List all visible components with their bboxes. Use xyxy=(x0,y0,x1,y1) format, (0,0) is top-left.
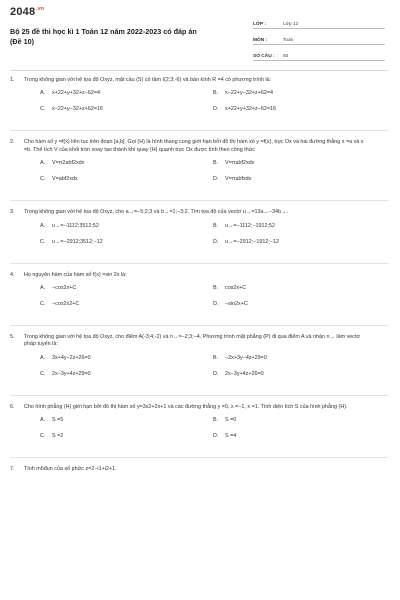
option-letter: B. xyxy=(213,417,219,424)
option-c[interactable] xyxy=(40,176,213,183)
option-letter: D. xyxy=(213,176,219,183)
option-letter: A. xyxy=(40,417,46,424)
meta-row-subject xyxy=(253,32,385,45)
option-c[interactable] xyxy=(40,371,213,378)
option-letter: A. xyxy=(40,90,46,97)
option-d[interactable] xyxy=(213,433,386,440)
option-a[interactable] xyxy=(40,223,213,230)
meta-value: Toán xyxy=(283,38,294,43)
option-text: 3x+4y−2z+26=0 xyxy=(52,354,91,361)
question-number: 5. xyxy=(10,334,15,341)
option-text: 2x−3y+4z+26=0 xyxy=(225,370,264,377)
option-b[interactable] xyxy=(213,223,386,230)
option-letter: A. xyxy=(40,222,46,229)
option-text: −sin2x+C xyxy=(225,301,248,308)
option-text: 2x−3y+4z+29=0 xyxy=(52,370,91,377)
option-text: −2x+3y−4z+29=0 xyxy=(225,354,267,361)
exam-meta xyxy=(253,16,385,64)
question-5 xyxy=(10,334,388,387)
option-b[interactable] xyxy=(213,355,386,362)
option-letter: D. xyxy=(213,106,219,113)
logo-suffix: .vn xyxy=(36,6,45,12)
option-text: S =2 xyxy=(52,433,64,440)
option-text: u→=−2912;3512;−12 xyxy=(52,238,103,245)
option-a[interactable] xyxy=(40,285,213,292)
header-divider xyxy=(10,70,388,71)
question-text: Cho hàm số y =f(x) liên tục trên đoạn [a,b]. Gọi (H) là hình thang cong giới hạn bởi đồ thị hàm số y =f(x), trục Ox và hai đường thẳng x =a và x =b. Thể tích V của khối tròn xoay tạo thành khi quay (H) quanh trục Ox được tính theo công thức xyxy=(24,139,364,153)
option-text: x−22+y−32+z+62=4 xyxy=(225,90,273,97)
question-number: 3. xyxy=(10,209,15,216)
option-letter: B. xyxy=(213,285,219,292)
question-separator xyxy=(10,130,388,131)
meta-row-count xyxy=(253,48,385,61)
option-letter: A. xyxy=(40,285,46,292)
option-text: u→=−2912;−1912;−12 xyxy=(225,238,279,245)
question-separator xyxy=(10,457,388,458)
question-list xyxy=(10,77,388,482)
option-letter: B. xyxy=(213,354,219,361)
question-separator xyxy=(10,263,388,264)
question-separator xyxy=(10,395,388,396)
question-number: 6. xyxy=(10,403,15,410)
option-letter: D. xyxy=(213,370,219,377)
option-a[interactable] xyxy=(40,417,213,424)
question-4 xyxy=(10,272,388,317)
question-3 xyxy=(10,209,388,254)
question-text: Họ nguyên hàm của hàm số f(x) =sin 2x là: xyxy=(24,271,127,278)
option-letter: A. xyxy=(40,354,46,361)
question-text: Trong không gian với hệ tọa độ Oxyz, cho điểm A(-3;4;-2) và n→=−2;3;−4. Phương trình mặt phẳng (P) đi qua điểm A và nhận n→ làm vectơ pháp tuyến là: xyxy=(24,334,360,348)
option-a[interactable] xyxy=(40,160,213,167)
option-d[interactable] xyxy=(213,176,386,183)
option-text: S =0 xyxy=(225,417,237,424)
option-letter: C. xyxy=(40,370,46,377)
option-b[interactable] xyxy=(213,160,386,167)
question-separator xyxy=(10,200,388,201)
option-letter: D. xyxy=(213,433,219,440)
option-letter: C. xyxy=(40,238,46,245)
question-7 xyxy=(10,466,388,473)
option-d[interactable] xyxy=(213,239,386,246)
question-text: Trong không gian với hệ tọa độ Oxyz, mặt cầu (S) có tâm I(2;3;-6) và bán kính R =4 có phương trình là: xyxy=(24,77,272,83)
option-text: −cos2x2+C xyxy=(52,301,80,308)
site-logo[interactable] xyxy=(10,6,44,18)
option-text: x+22+y+32+z−62=16 xyxy=(225,106,276,113)
exam-title-line2: (Đề 10) xyxy=(10,37,34,46)
question-text: Cho hình phẳng (H) giới hạn bởi đồ thị hàm số y=3x2+2x+1 và các đường thẳng y =0, x =−1, x =1. Tính diện tích S của hình phẳng (H). xyxy=(24,403,348,410)
meta-value: Lớp 12 xyxy=(283,22,299,27)
option-text: x−22+y−32+z+62=16 xyxy=(52,106,103,113)
option-text: V=πabfxdx xyxy=(225,176,252,183)
option-b[interactable] xyxy=(213,285,386,292)
option-a[interactable] xyxy=(40,355,213,362)
option-text: S =4 xyxy=(225,433,237,440)
option-c[interactable] xyxy=(40,433,213,440)
option-text: −cos2x+C xyxy=(52,285,77,292)
meta-label: LỚP : xyxy=(253,22,267,27)
option-b[interactable] xyxy=(213,90,386,97)
exam-title-line1: Bộ 25 đề thi học kì 1 Toán 12 năm 2022-2023 có đáp án xyxy=(10,27,197,36)
option-letter: B. xyxy=(213,90,219,97)
question-number: 4. xyxy=(10,271,15,278)
option-d[interactable] xyxy=(213,301,386,308)
option-text: V=πabf2xdx xyxy=(225,160,255,167)
question-separator xyxy=(10,325,388,326)
option-letter: B. xyxy=(213,160,219,167)
option-text: V=π2abf2xdx xyxy=(52,160,85,167)
option-b[interactable] xyxy=(213,417,386,424)
question-6 xyxy=(10,404,388,449)
meta-label: MÔN : xyxy=(253,38,268,43)
option-letter: C. xyxy=(40,433,46,440)
question-text: Trong không gian với hệ tọa độ Oxyz, cho a→=−5;2;3 và b→=1;−3;2. Tìm tọa độ của vectơ u→=13a→−34b→. xyxy=(24,209,288,216)
question-2 xyxy=(10,139,388,192)
meta-label: SỐ CÂU : xyxy=(253,54,275,59)
meta-row-class xyxy=(253,16,385,29)
option-letter: A. xyxy=(40,160,46,167)
option-text: u→=−1112;−1912;52 xyxy=(225,222,276,229)
question-1 xyxy=(10,77,388,122)
option-letter: B. xyxy=(213,222,219,229)
option-c[interactable] xyxy=(40,239,213,246)
option-text: V=abf2xdx xyxy=(52,176,78,183)
option-letter: D. xyxy=(213,238,219,245)
exam-title xyxy=(10,27,230,47)
meta-value: 50 xyxy=(283,54,289,59)
option-letter: C. xyxy=(40,301,46,308)
option-letter: C. xyxy=(40,176,46,183)
option-text: u→=−1112;3512;52 xyxy=(52,222,99,229)
option-d[interactable] xyxy=(213,106,386,113)
option-letter: C. xyxy=(40,106,46,113)
option-c[interactable] xyxy=(40,106,213,113)
option-text: S =5 xyxy=(52,417,64,424)
question-text: Tính môđun của số phức z=2−i1+i2+1. xyxy=(24,466,117,473)
option-letter: D. xyxy=(213,301,219,308)
option-text: cos2x+C xyxy=(225,285,247,292)
option-d[interactable] xyxy=(213,371,386,378)
option-a[interactable] xyxy=(40,90,213,97)
logo-text: 2048 xyxy=(10,6,36,18)
option-text: x+22+y+32+z−62=4 xyxy=(52,90,100,97)
question-number: 7. xyxy=(10,466,15,473)
question-number: 2. xyxy=(10,139,15,146)
option-c[interactable] xyxy=(40,301,213,308)
question-number: 1. xyxy=(10,77,15,83)
